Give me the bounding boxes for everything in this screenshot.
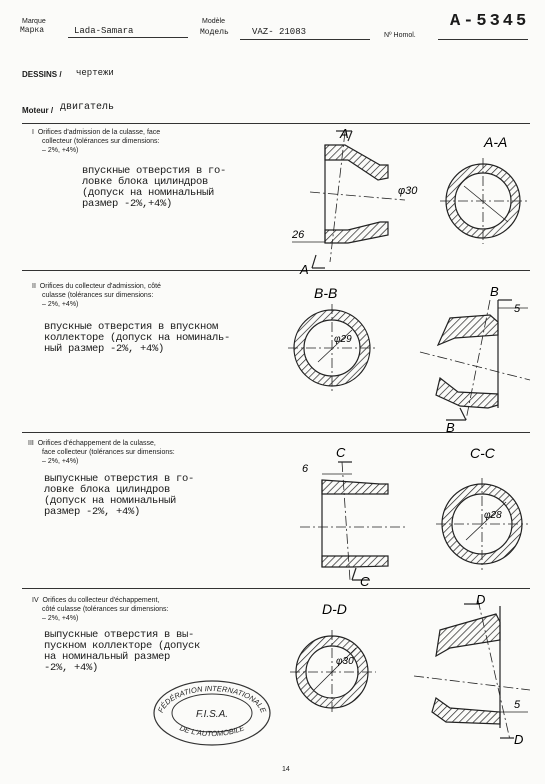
page-number: 14 [282, 766, 290, 773]
section-1-marker-top: A [340, 126, 349, 141]
section-3-marker-top: C [336, 445, 346, 460]
section-2-ru: впускные отверстия в впускном коллекторе (допуск на номиналь- ный размер -2%, +4%) [44, 321, 231, 355]
section-1-roman: I [32, 129, 34, 136]
section-1-section-title: A-A [484, 134, 508, 150]
section-2-marker-bottom: B [446, 420, 455, 435]
marque-value: Lada-Samara [74, 26, 134, 36]
dessins-label-ru: чертежи [76, 68, 114, 78]
section-4-dimension: 5 [514, 699, 521, 711]
section-4-section-title: D-D [322, 601, 347, 617]
section-3-ru: выпускные отверстия в го- ловке блока цилиндров (допуск на номинальный размер -2%, +4%) [44, 473, 195, 518]
section-2-text: II Orifices du collecteur d'admission, côté culasse (tolérances sur dimensions: – 2%, +4%) [32, 283, 161, 308]
section-1-diameter: φ30 [398, 185, 418, 197]
drawing-section-3 [300, 462, 528, 580]
section-1-dimension: 26 [292, 229, 305, 241]
section-4-roman: IV [32, 597, 39, 604]
drawing-section-4 [290, 600, 530, 740]
fisa-stamp [154, 681, 270, 745]
marque-label-ru: Марка [20, 26, 45, 35]
section-1-text: I Orifices d'admission de la culasse, face collecteur (tolérances sur dimensions: – 2%, +4%) [32, 129, 161, 154]
section-3-diameter: φ28 [484, 510, 502, 521]
homol-label: Nº Homol. [384, 32, 416, 39]
stamp-center: F.I.S.A. [195, 709, 229, 720]
section-3-text: III Orifices d'échappement de la culasse, face collecteur (tolérances sur dimensions: – 2%, +4%) [28, 440, 175, 465]
homol-value: A-5345 [450, 12, 530, 31]
section-2-dimension: 5 [514, 303, 521, 315]
section-3-roman: III [28, 440, 34, 447]
moteur-label-ru: двигатель [60, 102, 115, 113]
stamp-bottom-text: DE L'AUTOMOBILE [178, 723, 246, 739]
drawing-section-1 [292, 131, 527, 268]
moteur-label: Moteur / [22, 106, 54, 115]
modele-label-ru: Модель [200, 28, 229, 37]
section-2-marker-top: B [490, 284, 499, 299]
stamp-top-text: FÉDÉRATION INTERNATIONALE [155, 683, 269, 715]
section-4-diameter: φ30 [336, 656, 354, 667]
modele-label: Modèle [202, 18, 225, 25]
section-3-dimension: 6 [302, 463, 309, 475]
modele-value: VAZ- 21083 [252, 27, 307, 37]
section-2-roman: II [32, 283, 36, 290]
section-4-marker-top: D [476, 592, 486, 607]
section-3-marker-bottom: C [360, 574, 370, 589]
section-2-section-title: B-B [314, 285, 338, 301]
section-3-section-title: C-C [470, 445, 495, 461]
section-4-text: IV Orifices du collecteur d'échappement, côté culasse (tolérances sur dimensions: – 2%, +4%) [32, 597, 169, 622]
section-1-marker-bottom: A [300, 262, 309, 277]
section-4-ru: выпускные отверстия в вы- пускном коллекторе (допуск на номинальный размер -2%, +4%) [44, 629, 201, 674]
marque-label: Marque [22, 18, 46, 25]
dessins-label: DESSINS / [22, 70, 62, 79]
drawing-section-2 [288, 300, 530, 420]
section-1-ru: впускные отверстия в го- ловке блока цилиндров (допуск на номинальный размер -2%,+4%) [82, 165, 227, 210]
section-4-marker-bottom: D [514, 732, 524, 747]
section-2-diameter: φ29 [334, 334, 352, 345]
